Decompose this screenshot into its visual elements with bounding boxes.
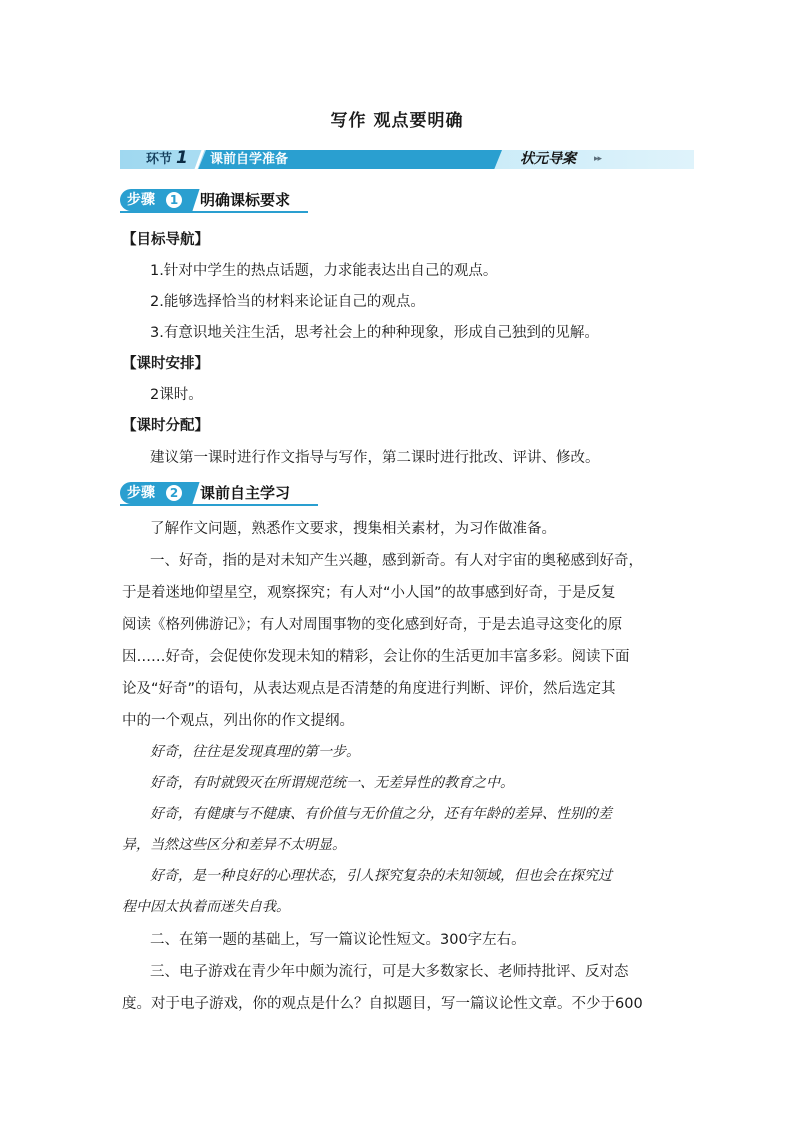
step-1-label: 步骤 (127, 192, 155, 208)
banner-segment-label: 环节 (146, 152, 173, 167)
quote-line: 程中因太执着而迷失自我。 (122, 899, 290, 915)
question-1-line: 一、好奇，指的是对未知产生兴趣，感到新奇。有人对宇宙的奥秘感到好奇， (150, 553, 643, 569)
step-2-heading (120, 482, 320, 504)
step-1-title: 明确课标要求 (200, 191, 291, 209)
question-1-line: 于是着迷地仰望星空，观察探究；有人对“小人国”的故事感到好奇，于是反复 (122, 585, 616, 601)
step-2-label: 步骤 (127, 485, 155, 501)
question-1-line: 因……好奇，会促使你发现未知的精彩，会让你的生活更加丰富多彩。阅读下面 (122, 649, 630, 665)
question-3-line: 三、电子游戏在青少年中颇为流行，可是大多数家长、老师持批评、反对态 (150, 964, 629, 980)
double-arrow-icon: ▸▸ (594, 154, 602, 164)
question-3-line: 度。对于电子游戏，你的观点是什么？自拟题目，写一篇议论性文章。不少于600 (122, 996, 643, 1012)
quote-line: 好奇，是一种良好的心理状态，引人探究复杂的未知领域，但也会在探究过 (150, 868, 612, 884)
quote-line: 异，当然这些区分和差异不太明显。 (122, 837, 346, 853)
quote-line: 好奇，往往是发现真理的第一步。 (150, 744, 360, 760)
question-1-line: 阅读《格列佛游记》；有人对周围事物的变化感到好奇，于是去追寻这变化的原 (122, 617, 623, 633)
step-1-number-badge: 1 (166, 192, 182, 208)
step-2-underline (120, 504, 318, 506)
goal-item-2: 2.能够选择恰当的材料来论证自己的观点。 (150, 294, 425, 310)
goals-heading: 【目标导航】 (122, 232, 209, 248)
banner-segment-number: 1 (176, 148, 188, 168)
quote-line: 好奇，有时就毁灭在所谓规范统一、无差异性的教育之中。 (150, 775, 514, 791)
quote-line: 好奇，有健康与不健康、有价值与无价值之分，还有年龄的差异、性别的差 (150, 806, 612, 822)
intro-paragraph: 了解作文问题，熟悉作文要求，搜集相关素材，为习作做准备。 (150, 521, 556, 537)
question-1-line: 论及“好奇”的语句，从表达观点是否清楚的角度进行判断、评价，然后选定其 (122, 681, 616, 697)
question-2: 二、在第一题的基础上，写一篇议论性短文。300字左右。 (150, 932, 526, 948)
step-2-title: 课前自主学习 (200, 484, 291, 502)
goal-item-1: 1.针对中学生的热点话题，力求能表达出自己的观点。 (150, 263, 498, 279)
allocation-heading: 【课时分配】 (122, 418, 209, 434)
question-1-line: 中的一个观点，列出你的作文提纲。 (122, 713, 354, 729)
schedule-heading: 【课时安排】 (122, 356, 209, 372)
schedule-text: 2课时。 (150, 387, 203, 403)
banner-brand: 状元导案 (520, 151, 576, 167)
step-1-heading (120, 189, 310, 211)
step-2-number-badge: 2 (166, 485, 182, 501)
section-banner (120, 150, 694, 169)
banner-segment-title: 课前自学准备 (210, 152, 289, 167)
page-title: 写作 观点要明确 (330, 111, 464, 131)
allocation-text: 建议第一课时进行作文指导与写作，第二课时进行批改、评讲、修改。 (150, 450, 600, 466)
step-1-underline (120, 211, 308, 213)
goal-item-3: 3.有意识地关注生活，思考社会上的种种现象，形成自己独到的见解。 (150, 325, 599, 341)
